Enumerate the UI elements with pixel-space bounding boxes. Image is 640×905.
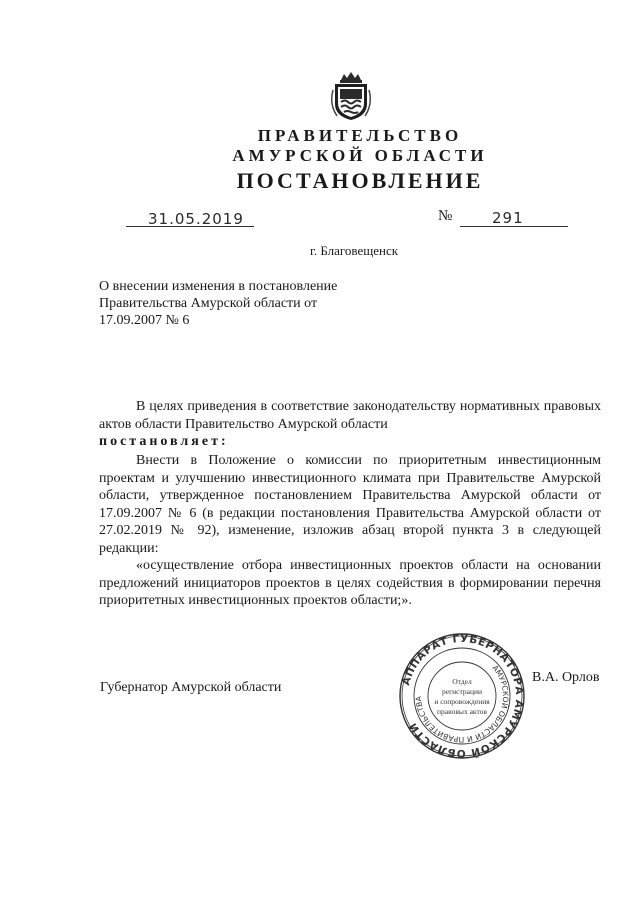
stamp-middle-text: АМУРСКОЙ ОБЛАСТИ И ПРАВИТЕЛЬСТВА [413, 663, 511, 745]
government-title-line-1: ПРАВИТЕЛЬСТВО [257, 126, 463, 145]
coat-of-arms-icon [329, 70, 373, 122]
stamp-center-line-2: регистрации [442, 687, 482, 696]
stamp-outer-text: АППАРАТ ГУБЕРНАТОРА АМУРСКОЙ ОБЛАСТИ [400, 632, 526, 760]
government-title-line-2: АМУРСКОЙ ОБЛАСТИ [232, 146, 488, 165]
resolves-heading: постановляет: [99, 434, 229, 449]
signatory-name: В.А. Орлов [532, 670, 600, 685]
quoted-text-paragraph: «осуществление отбора инвестиционных проектов области на основании предложений инициаторов проектов в целях содействия в формировании перечня приоритетных инвестиционных проектов области;». [99, 558, 601, 608]
amendment-paragraph: Внести в Положение о комиссии по приоритетным инвестиционным проектам и улучшению инвестиционного климата при Правительстве Амурской области, утвержденное постановлением Правительства Амурской области от 17.09.2007 № 6 (в редакции постановления Правительства Амурской области от 27.02.2019 № 92), изменение, изложив абзац второй пункта 3 в следующей редакции: [99, 453, 601, 556]
document-date: 31.05.2019 [148, 210, 244, 228]
document-number: 291 [492, 209, 524, 227]
document-subject: О внесении изменения в постановление Правительства Амурской области от 17.09.2007 № 6 [99, 279, 338, 328]
signatory-title: Губернатор Амурской области [100, 680, 282, 695]
document-type-title: ПОСТАНОВЛЕНИЕ [236, 168, 484, 193]
stamp-center-line-1: Отдел [452, 677, 472, 686]
registration-stamp [398, 632, 526, 760]
stamp-center-line-3: и сопровождения [434, 697, 490, 706]
stamp-center-line-4: правовых актов [437, 707, 487, 716]
preamble-paragraph: В целях приведения в соответствие законодательству нормативных правовых актов области Правительство Амурской области [99, 399, 601, 432]
city-name: г. Благовещенск [310, 243, 399, 258]
number-sign: № [438, 208, 453, 224]
